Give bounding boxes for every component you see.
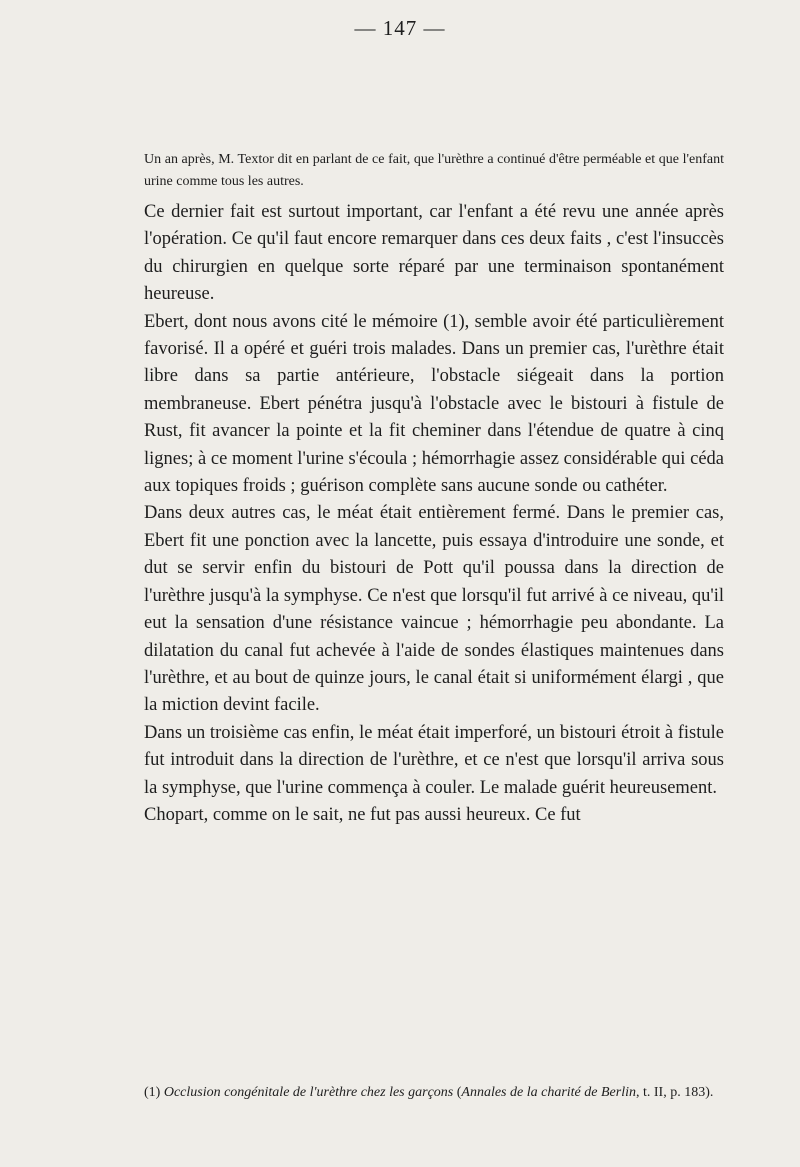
paragraph: Ce dernier fait est surtout important, car l'enfant a été revu une année après l'opération. Ce qu'il faut encore remarquer dans ces deux faits , c'est l'insuccès du chirurgien en quelque sorte réparé par une terminaison spontanément heureuse. (144, 202, 724, 305)
footnote-source: Annales de la charité de Berlin (461, 1085, 636, 1100)
body-text (144, 199, 724, 829)
footnote-paren: ( (456, 1085, 462, 1100)
paragraph: Ebert, dont nous avons cité le mémoire (1), semble avoir été particulièrement favorisé. Il a opéré et guéri trois malades. Dans un premier cas, l'urèthre était libre dans sa partie antérieure, l'obstacle siégeait dans la portion membraneuse. Ebert pénétra jusqu'à l'obstacle avec le bistouri à fistule de Rust, fit avancer la pointe et la fit cheminer dans l'étendue de quatre à cinq lignes; à ce moment l'urine s'écoula ; hémorrhagie assez considérable qui céda aux topiques froids ; guérison complète sans aucune sonde ou cathéter. (144, 311, 724, 497)
footnote-title: Occlusion congénitale de l'urèthre chez les garçons (163, 1085, 454, 1100)
footnote-marker: (1) (144, 1085, 161, 1100)
intro-paragraph: Un an après, M. Textor dit en parlant de ce fait, que l'urèthre a continué d'être perméable et que l'enfant urine comme tous les autres. (144, 152, 724, 189)
paragraph: Dans un troisième cas enfin, le méat était imperforé, un bistouri étroit à fistule fut introduit dans la direction de l'urèthre, et ce n'est que lorsqu'il arriva sous la symphyse, que l'urine commença à couler. Le malade guérit heureusement. (144, 722, 724, 798)
page-number: — 147 — (354, 16, 446, 40)
paragraph: Chopart, comme on le sait, ne fut pas aussi heureux. Ce fut (144, 804, 581, 825)
footnote-details: , t. II, p. 183). (635, 1085, 714, 1100)
footnote (144, 1082, 724, 1104)
paragraph: Dans deux autres cas, le méat était entièrement fermé. Dans le premier cas, Ebert fit une ponction avec la lancette, puis essaya d'introduire une sonde, et dut se servir enfin du bistouri de Pott qu'il poussa dans la direction de l'urèthre jusqu'à la symphyse. Ce n'est que lorsqu'il fut arrivé à ce niveau, qu'il eut la sensation d'une résistance vaincue ; hémorrhagie peu abondante. La dilatation du canal fut achevée à l'aide de sondes élastiques maintenues dans l'urèthre, et au bout de quinze jours, le canal était si uniformément élargi , que la miction devint facile. (144, 503, 724, 716)
